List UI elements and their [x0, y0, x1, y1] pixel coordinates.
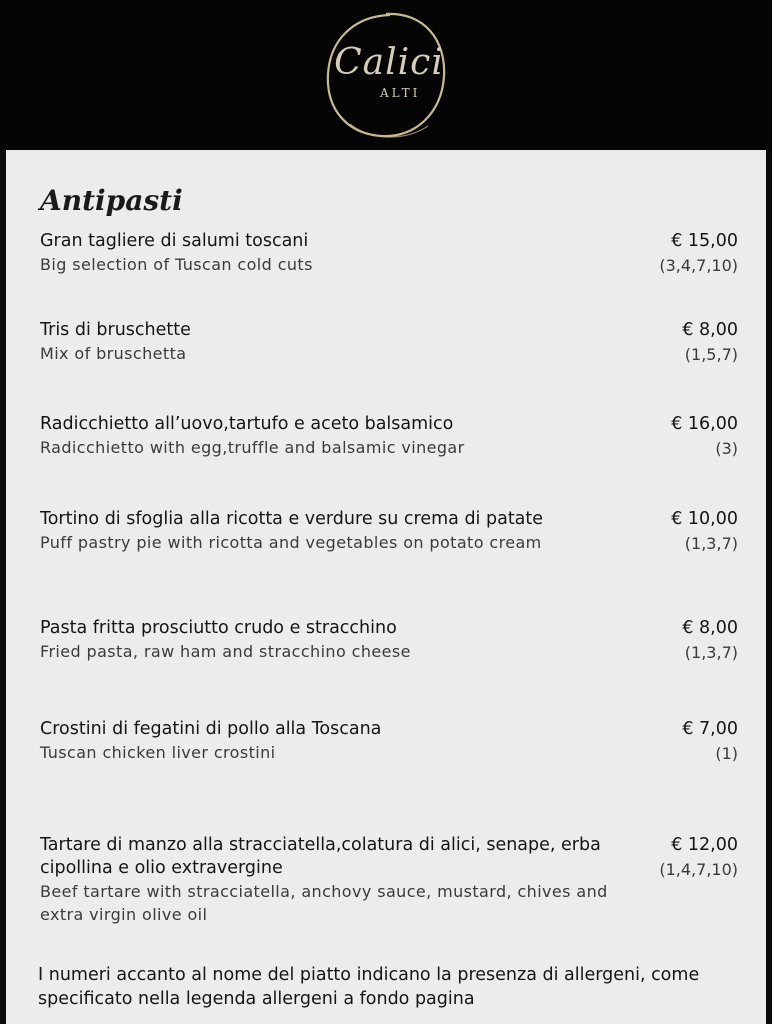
item-price: € 8,00 — [682, 618, 738, 638]
logo-subtitle: ALTI — [380, 86, 421, 100]
item-description: Radicchietto with egg,truffle and balsamic vinegar — [40, 438, 465, 457]
item-name: Gran tagliere di salumi toscani — [40, 231, 309, 251]
item-description: Big selection of Tuscan cold cuts — [40, 255, 313, 274]
item-allergens: (1,3,7) — [684, 643, 738, 662]
item-description: Fried pasta, raw ham and stracchino cheese — [40, 642, 411, 661]
item-price: € 10,00 — [671, 509, 738, 529]
menu-item — [40, 413, 738, 459]
logo-title: Calici — [334, 42, 444, 83]
item-allergens: (1) — [715, 744, 738, 763]
item-description: Tuscan chicken liver crostini — [40, 743, 276, 762]
item-price: € 16,00 — [671, 414, 738, 434]
item-allergens: (1,4,7,10) — [659, 860, 738, 879]
item-price: € 8,00 — [682, 320, 738, 340]
item-price: € 7,00 — [682, 719, 738, 739]
item-name: Pasta fritta prosciutto crudo e stracchino — [40, 618, 397, 638]
item-allergens: (3,4,7,10) — [659, 256, 738, 275]
menu-item — [40, 319, 738, 365]
item-price: € 12,00 — [671, 835, 738, 855]
item-description: Beef tartare with stracciatella, anchovy sauce, mustard, chives and extra virgin olive oil — [40, 882, 608, 924]
menu-item — [40, 834, 738, 926]
item-allergens: (3) — [715, 439, 738, 458]
allergen-note: I numeri accanto al nome del piatto indicano la presenza di allergeni, come specificato nella legenda allergeni a fondo pagina — [38, 965, 700, 1009]
section-title: Antipasti — [40, 184, 183, 217]
item-name: Radicchietto all’uovo,tartufo e aceto balsamico — [40, 414, 454, 434]
item-description: Mix of bruschetta — [40, 344, 187, 363]
item-allergens: (1,3,7) — [684, 534, 738, 553]
restaurant-logo — [320, 6, 452, 144]
menu-item — [40, 617, 738, 663]
menu-header — [0, 0, 772, 150]
item-name: Tortino di sfoglia alla ricotta e verdure su crema di patate — [40, 509, 544, 529]
item-allergens: (1,5,7) — [684, 345, 738, 364]
item-name: Tris di bruschette — [40, 320, 191, 340]
item-name: Crostini di fegatini di pollo alla Toscana — [40, 719, 382, 739]
menu-item — [40, 718, 738, 764]
menu-item — [40, 230, 738, 276]
item-name: Tartare di manzo alla stracciatella,colatura di alici, senape, erba cipollina e olio extravergine — [40, 835, 601, 878]
menu-page — [6, 150, 766, 1024]
item-price: € 15,00 — [671, 231, 738, 251]
item-description: Puff pastry pie with ricotta and vegetables on potato cream — [40, 533, 542, 552]
menu-item — [40, 508, 738, 554]
